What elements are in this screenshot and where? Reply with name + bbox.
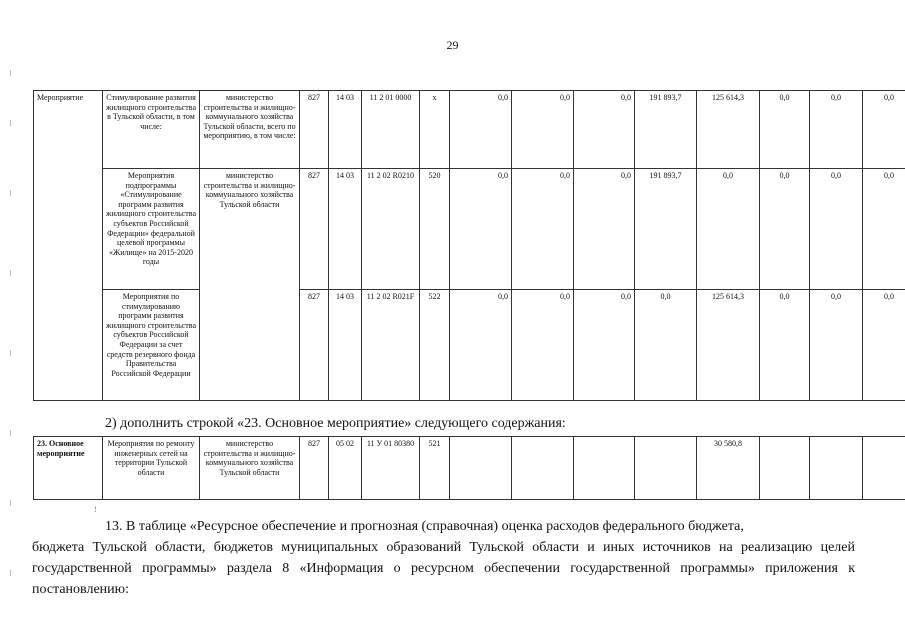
row-category-label: Мероприятие — [34, 91, 103, 401]
new-row-table — [33, 436, 905, 500]
value-cell: 0,0 — [450, 290, 512, 401]
executor: министерство строительства и жилищно-коммунального хозяйства Тульской области, всего по мероприятию, в том числе: — [200, 91, 300, 169]
value-cell: 0,0 — [574, 91, 635, 169]
vr-code: x — [420, 91, 450, 169]
value-cell: 0,0 — [574, 169, 635, 290]
csr-code: 11 2 02 R021F — [362, 290, 420, 401]
table-row — [34, 91, 905, 169]
value-cell: 191 893,7 — [635, 91, 697, 169]
value-cell: 125 614,3 — [697, 91, 760, 169]
grbs-code: 827 — [300, 290, 329, 401]
value-cell: 0,0 — [635, 290, 697, 401]
rzpr-code: 05 02 — [329, 437, 362, 500]
value-cell — [810, 437, 863, 500]
value-cell: 0,0 — [760, 91, 810, 169]
value-cell: 0,0 — [697, 169, 760, 290]
value-cell: 191 893,7 — [635, 169, 697, 290]
table-row — [34, 290, 905, 401]
value-cell — [863, 437, 905, 500]
value-cell: 0,0 — [760, 290, 810, 401]
instruction-text: 2) дополнить строкой «23. Основное мероприятие» следующего содержания: — [105, 416, 566, 431]
value-cell: 0,0 — [512, 169, 574, 290]
page-number: 29 — [446, 38, 459, 52]
value-cell — [574, 437, 635, 500]
budget-table — [33, 90, 905, 401]
vr-code: 522 — [420, 290, 450, 401]
value-cell: 0,0 — [863, 169, 905, 290]
value-cell: 0,0 — [863, 290, 905, 401]
measure-name: Мероприятия по ремонту инженерных сетей на территории Тульской области — [103, 437, 200, 500]
body-paragraph — [32, 516, 855, 600]
paragraph-continuation: бюджета Тульской области, бюджетов муниципальных образований Тульской области и иных источников на реализацию целей государственной программы» раздела 8 «Информация о ресурсном обеспечении государственной программы» приложения к постановлению: — [32, 540, 855, 597]
paragraph-first-line: 13. В таблице «Ресурсное обеспечение и прогнозная (справочная) оценка расходов федерального бюджета, — [105, 519, 744, 534]
value-cell: 0,0 — [512, 290, 574, 401]
executor: министерство строительства и жилищно-коммунального хозяйства Тульской области — [200, 437, 300, 500]
value-cell — [760, 437, 810, 500]
measure-name: Мероприятия по стимулированию программ развития жилищного строительства субъектов Российской Федерации за счет средств резервного фонда Правительства Российской Федерации — [103, 290, 200, 401]
grbs-code: 827 — [300, 437, 329, 500]
table-row — [34, 169, 905, 290]
csr-code: 11 У 01 80380 — [362, 437, 420, 500]
table-row — [34, 437, 905, 500]
value-cell: 0,0 — [810, 169, 863, 290]
value-cell: 0,0 — [450, 91, 512, 169]
measure-name: Стимулирование развития жилищного строительства в Тульской области, в том числе: — [103, 91, 200, 169]
value-cell: 0,0 — [760, 169, 810, 290]
value-cell: 0,0 — [810, 290, 863, 401]
vr-code: 520 — [420, 169, 450, 290]
value-cell: 0,0 — [512, 91, 574, 169]
value-cell — [450, 437, 512, 500]
value-cell: 0,0 — [450, 169, 512, 290]
rzpr-code: 14 03 — [329, 91, 362, 169]
rzpr-code: 14 03 — [329, 290, 362, 401]
row-category-label: 23. Основное мероприятие — [34, 437, 103, 500]
executor: министерство строительства и жилищно-коммунального хозяйства Тульской области — [200, 169, 300, 401]
margin-marker: ! — [94, 505, 97, 514]
value-cell: 0,0 — [574, 290, 635, 401]
csr-code: 11 2 01 0000 — [362, 91, 420, 169]
value-cell: 0,0 — [863, 91, 905, 169]
csr-code: 11 2 02 R0210 — [362, 169, 420, 290]
value-cell: 0,0 — [810, 91, 863, 169]
grbs-code: 827 — [300, 169, 329, 290]
vr-code: 521 — [420, 437, 450, 500]
rzpr-code: 14 03 — [329, 169, 362, 290]
grbs-code: 827 — [300, 91, 329, 169]
scan-edge-marks — [10, 60, 12, 600]
value-cell: 30 580,8 — [697, 437, 760, 500]
value-cell — [512, 437, 574, 500]
value-cell — [635, 437, 697, 500]
value-cell: 125 614,3 — [697, 290, 760, 401]
measure-name: Мероприятия подпрограммы «Стимулирование программ развития жилищного строительства субъектов Российской Федерации» федеральной целевой программы «Жилище» на 2015-2020 годы — [103, 169, 200, 290]
